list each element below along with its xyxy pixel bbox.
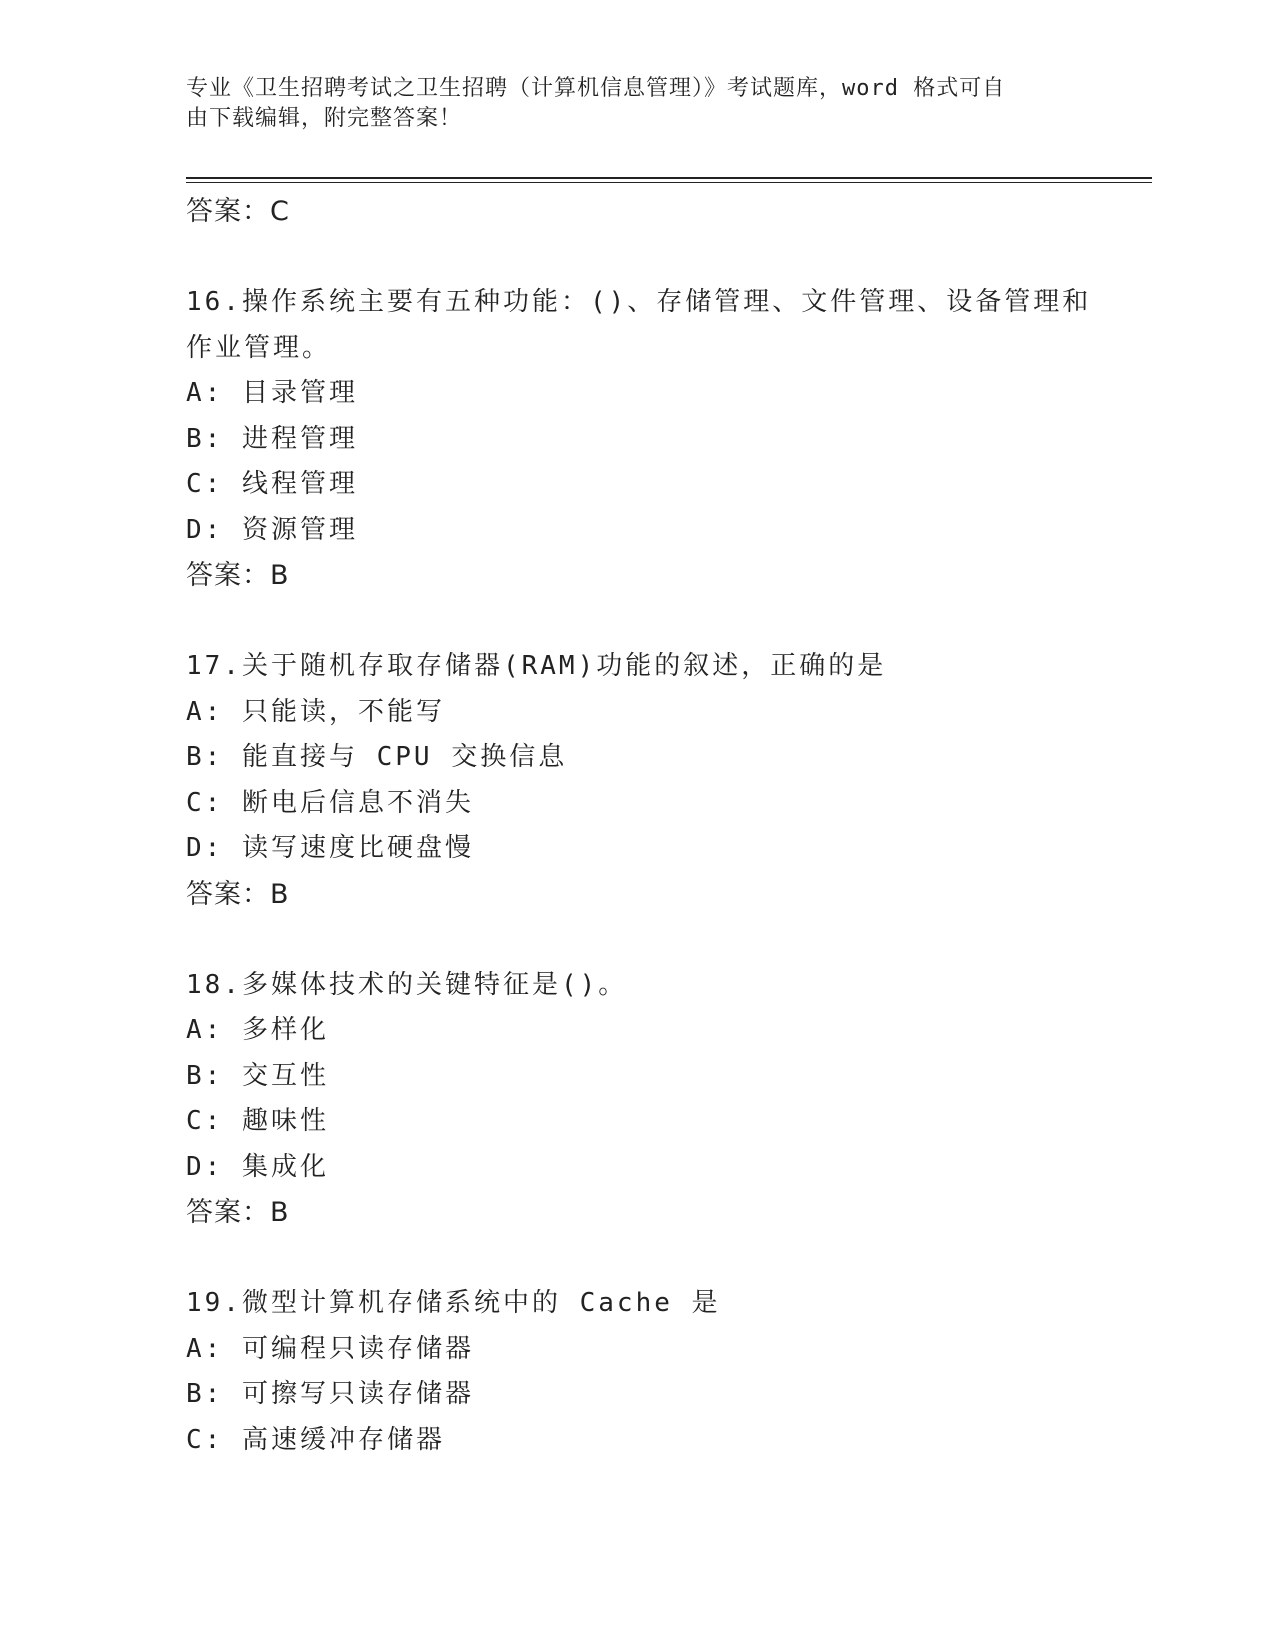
question-stem: 17.关于随机存取存储器(RAM)功能的叙述，正确的是 — [186, 651, 887, 681]
header-divider-thick — [186, 177, 1152, 179]
option-a: A: 只能读，不能写 — [186, 696, 445, 727]
option-d: D: 读写速度比硬盘慢 — [186, 833, 474, 863]
spacer — [186, 917, 1106, 963]
option-c: C: 线程管理 — [186, 469, 358, 499]
option-b: B: 能直接与 CPU 交换信息 — [186, 742, 568, 772]
header-line-1: 专业《卫生招聘考试之卫生招聘（计算机信息管理）》考试题库，word 格式可自 — [186, 76, 1006, 101]
question-19 — [186, 1281, 1106, 1463]
question-stem: 16.操作系统主要有五种功能：()、存储管理、文件管理、设备管理和 — [186, 287, 1092, 317]
question-stem: 19.微型计算机存储系统中的 Cache 是 — [186, 1288, 721, 1318]
option-a: A: 多样化 — [186, 1015, 329, 1045]
question-stem: 18.多媒体技术的关键特征是()。 — [186, 969, 628, 1000]
question-list — [186, 189, 1106, 1463]
spacer — [186, 599, 1106, 645]
option-b: B: 进程管理 — [186, 423, 358, 454]
question-stem-continued: 作业管理。 — [186, 332, 332, 363]
answer: 答案：B — [186, 1197, 290, 1228]
option-d: D: 资源管理 — [186, 514, 358, 545]
option-d: D: 集成化 — [186, 1151, 329, 1182]
spacer — [186, 1236, 1106, 1282]
question-18 — [186, 963, 1106, 1236]
document-header — [186, 74, 1066, 134]
option-b: B: 交互性 — [186, 1060, 329, 1091]
question-16 — [186, 280, 1106, 599]
spacer — [186, 235, 1106, 281]
answer: 答案：B — [186, 560, 290, 591]
option-c: C: 高速缓冲存储器 — [186, 1424, 445, 1455]
option-a: A: 可编程只读存储器 — [186, 1333, 474, 1364]
answer: 答案：B — [186, 878, 290, 910]
header-line-2: 由下载编辑，附完整答案！ — [186, 106, 463, 131]
option-c: C: 断电后信息不消失 — [186, 787, 474, 818]
option-c: C: 趣味性 — [186, 1106, 329, 1136]
option-b: B: 可擦写只读存储器 — [186, 1379, 474, 1409]
header-divider-thin — [186, 182, 1152, 183]
previous-answer: 答案：C — [186, 196, 290, 227]
question-17 — [186, 644, 1106, 917]
option-a: A: 目录管理 — [186, 378, 358, 408]
